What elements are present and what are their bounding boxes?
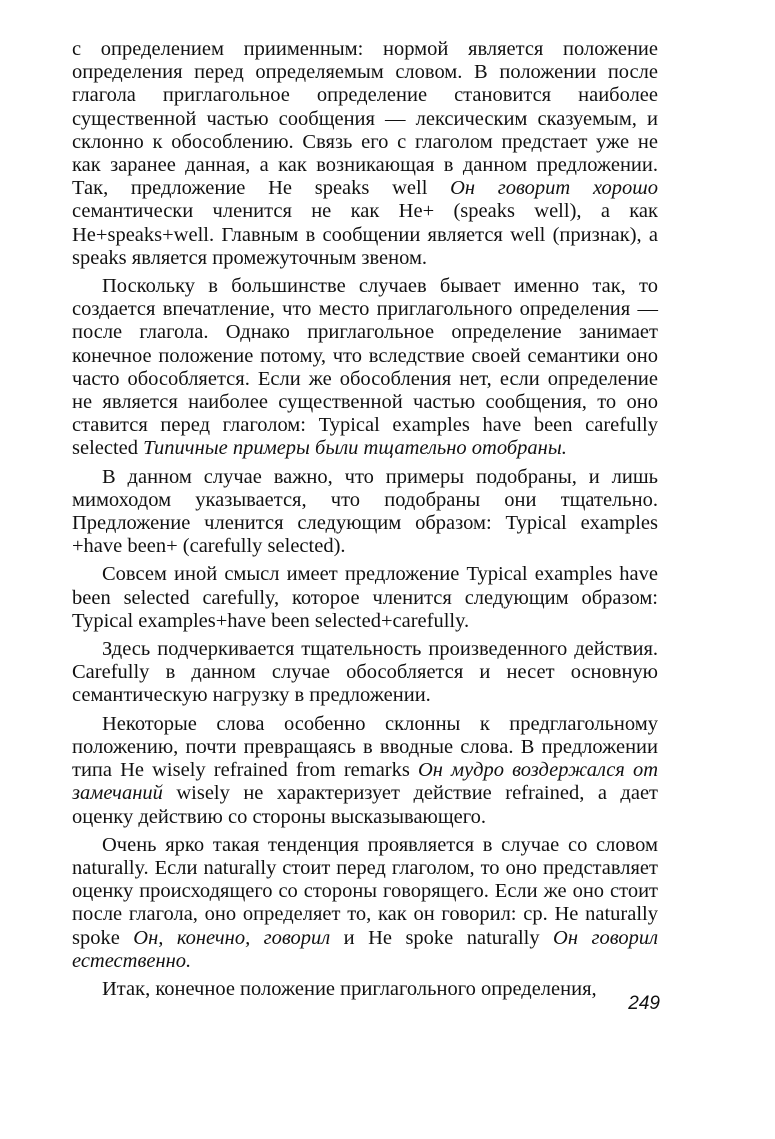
text-run: Совсем иной смысл имеет предложение Typical examples have been selected carefully, которое членится следующим образом: Typical examples+have been selected+carefully.	[72, 563, 658, 632]
text-run: Здесь подчеркивается тщательность произведенного действия. Carefully в данном случае обособляется и несет основную семантическую нагрузку в предложении.	[72, 638, 658, 707]
text-run: В данном случае важно, что примеры подобраны, и лишь мимоходом указывается, что подобраны они тщательно. Предложение членится следующим образом: Typical examples +have been+ (carefully selected).	[72, 465, 658, 558]
italic-translation: Он мудро воздержался от замечаний	[72, 759, 658, 805]
text-run: Некоторые слова особенно склонны к предглагольному положению, почти превращаясь в вводные слова. В предложении типа He wisely refrained from remarks	[72, 712, 658, 782]
italic-translation: Он говорил естественно.	[72, 926, 659, 972]
paragraph-7	[72, 834, 658, 973]
paragraph-2	[72, 275, 658, 461]
page-text-body	[72, 38, 658, 1001]
paragraph-3	[72, 466, 658, 559]
text-run: семантически членится не как He+ (speaks well), а как He+speaks+well. Главным в сообщении является well (признак), а speaks является промежуточным звеном.	[72, 200, 658, 269]
text-run: wisely не характеризует действие refrained, а дает оценку действию со стороны высказывающего.	[72, 782, 658, 828]
italic-translation: Типичные примеры были тщательно отобраны.	[143, 437, 567, 460]
paragraph-4	[72, 563, 658, 633]
text-run: с определением приименным: нормой является положение определения перед определяемым словом. В положении после глагола приглагольное определение становится наиболее существенной частью сообщения — лексическим сказуемым, и склонно к обособлению. Связь его с глаголом предстает уже не как заранее данная, а как возникающая в данном предложении. Так, предложение He speaks well	[72, 38, 658, 200]
paragraph-8	[72, 978, 658, 1001]
text-run: Итак, конечное положение приглагольного определения,	[102, 977, 597, 1000]
italic-translation: Он говорит хорошо	[450, 177, 659, 200]
paragraph-6	[72, 713, 658, 829]
paragraph-5	[72, 638, 658, 708]
text-run: Поскольку в большинстве случаев бывает именно так, то создается впечатление, что место приглагольного определения — после глагола. Однако приглагольное определение занимает конечное положение потому, что вследствие своей семантики оно часто обособляется. Если же обособления нет, если определение не является наиболее существенной частью сообщения, то оно ставится перед глаголом: Typical examples have been carefully selected	[72, 275, 658, 460]
page-number: 249	[628, 993, 660, 1014]
text-run: Очень ярко такая тенденция проявляется в случае со словом naturally. Если naturally стоит перед глаголом, то оно представляет оценку происходящего со стороны говорящего. Если же оно стоит после глагола, оно определяет то, как он говорил: ср. He naturally spoke	[72, 833, 658, 949]
italic-translation: Он, конечно, говорил	[133, 926, 331, 949]
text-run: и He spoke naturally	[330, 926, 554, 949]
paragraph-1	[72, 38, 658, 270]
